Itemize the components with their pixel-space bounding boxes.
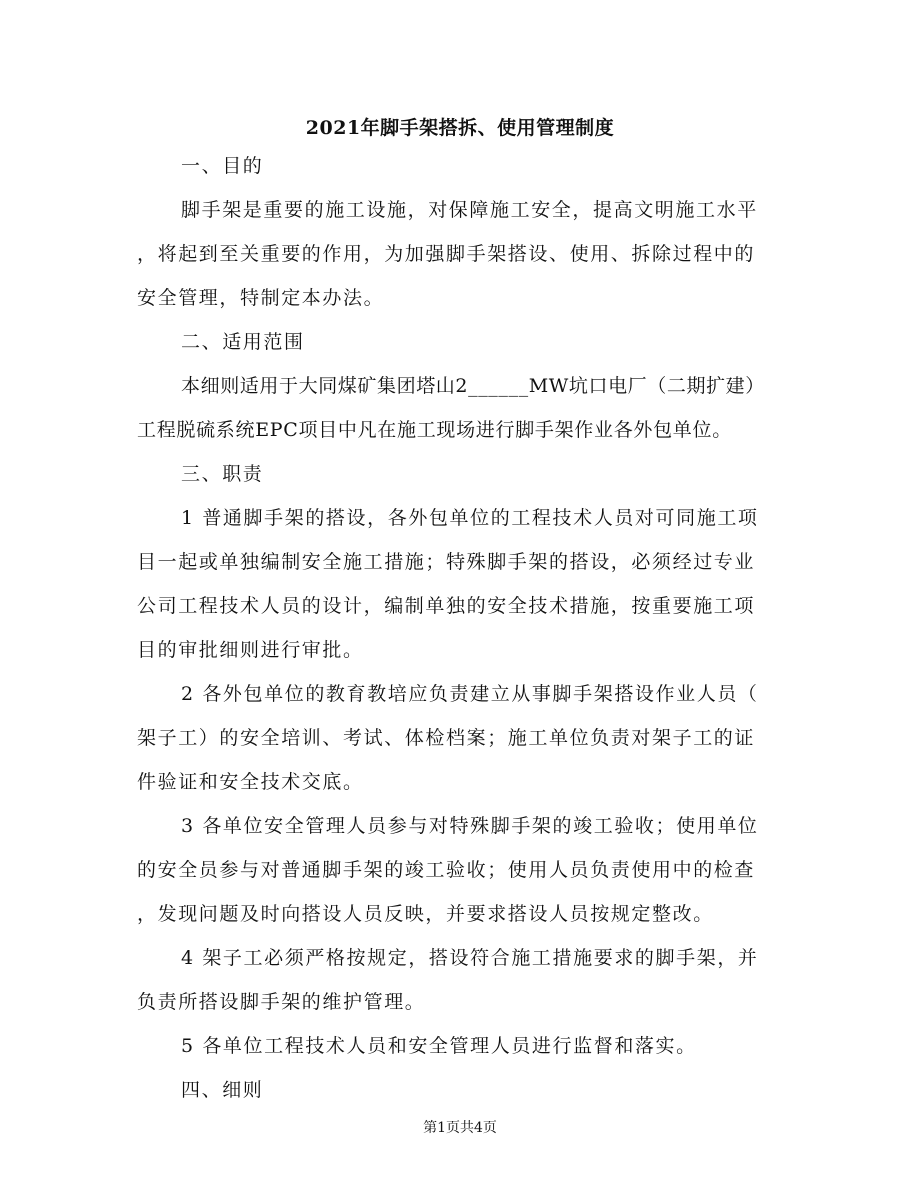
paragraph-line: 架子工）的安全培训、考试、体检档案；施工单位负责对架子工的证	[137, 727, 756, 749]
paragraph-line: 的安全员参与对普通脚手架的竣工验收；使用人员负责使用中的检查	[137, 859, 756, 881]
paragraph-line: 负责所搭设脚手架的维护管理。	[137, 991, 426, 1013]
paragraph-line: 2 各外包单位的教育教培应负责建立从事脚手架搭设作业人员（	[181, 683, 759, 705]
heading-scope: 二、适用范围	[181, 331, 305, 353]
paragraph-line: ，发现问题及时向搭设人员反映，并要求搭设人员按规定整改。	[137, 903, 714, 925]
paragraph-line: 目的审批细则进行审批。	[137, 639, 364, 661]
paragraph-line: 安全管理，特制定本办法。	[137, 287, 385, 309]
paragraph-line: 工程脱硫系统EPC项目中凡在施工现场进行脚手架作业各外包单位。	[137, 419, 732, 441]
heading-details: 四、细则	[181, 1079, 264, 1101]
heading-purpose: 一、目的	[181, 155, 264, 177]
paragraph-line: 1 普通脚手架的搭设，各外包单位的工程技术人员对可同施工项	[181, 507, 759, 529]
paragraph-line: ，将起到至关重要的作用，为加强脚手架搭设、使用、拆除过程中的	[137, 243, 756, 265]
paragraph-line: 脚手架是重要的施工设施，对保障施工安全，提高文明施工水平	[181, 199, 758, 221]
paragraph-line: 件验证和安全技术交底。	[137, 771, 364, 793]
page-number-footer: 第1页共4页	[423, 1120, 497, 1136]
paragraph-line: 3 各单位安全管理人员参与对特殊脚手架的竣工验收；使用单位	[181, 815, 759, 837]
paragraph-line: 目一起或单独编制安全施工措施；特殊脚手架的搭设，必须经过专业	[137, 551, 756, 573]
paragraph-line: 本细则适用于大同煤矿集团塔山2______MW坑口电厂（二期扩建）	[181, 375, 765, 397]
document-title: 2021年脚手架搭拆、使用管理制度	[305, 117, 615, 139]
paragraph-line: 公司工程技术人员的设计，编制单独的安全技术措施，按重要施工项	[137, 595, 756, 617]
paragraph-line: 5 各单位工程技术人员和安全管理人员进行监督和落实。	[181, 1035, 697, 1057]
heading-responsibilities: 三、职责	[181, 463, 264, 485]
paragraph-line: 4 架子工必须严格按规定，搭设符合施工措施要求的脚手架，并	[181, 947, 759, 969]
